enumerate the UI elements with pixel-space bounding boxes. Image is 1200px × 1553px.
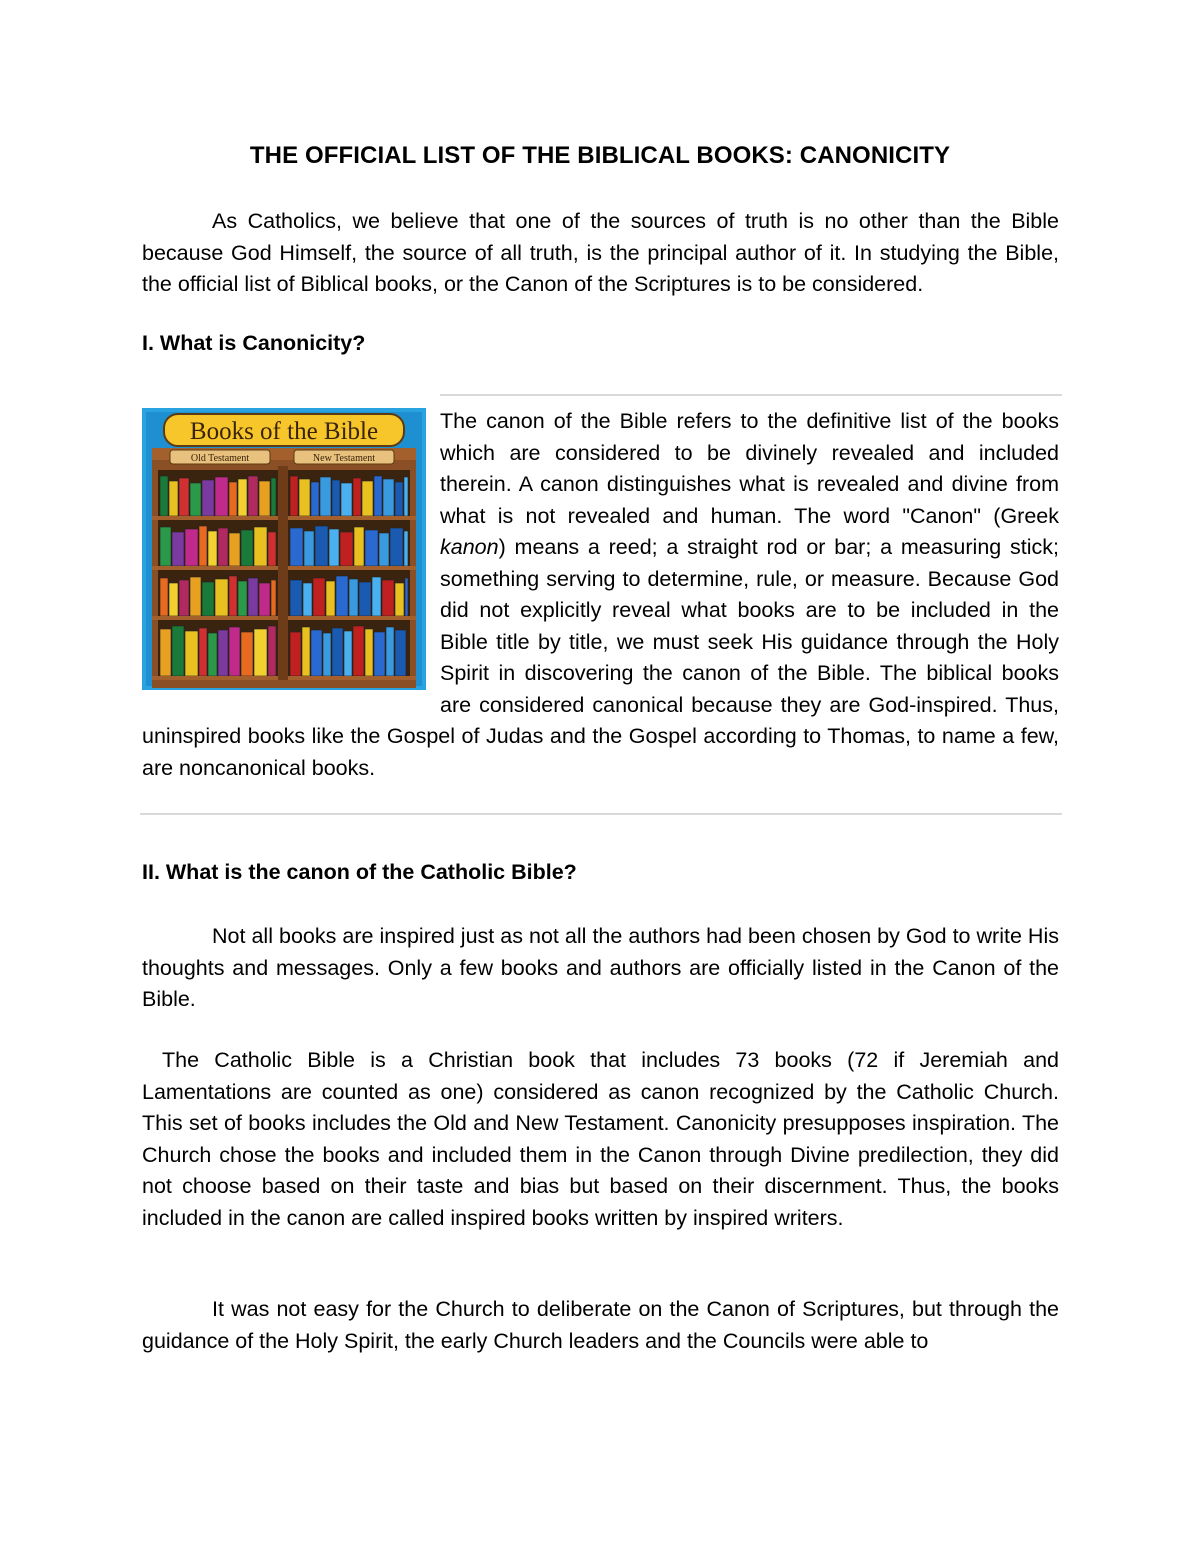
image-banner-text: Books of the Bible	[189, 418, 379, 445]
books-of-the-bible-image	[142, 408, 440, 698]
section-divider-bottom	[140, 813, 1062, 815]
intro-paragraph: As Catholics, we believe that one of the sources of truth is no other than the Bible because God Himself, the source of all truth, is the principal author of it. In studying the Bible, the official list of Biblical books, or the Canon of the Scriptures is to be considered.	[142, 209, 1059, 296]
section-2-paragraph-2: The Catholic Bible is a Christian book that includes 73 books (72 if Jeremiah and Lamentations are counted as one) considered as canon recognized by the Catholic Church. This set of books includes the Old and New Testament. Canonicity presupposes inspiration. The Church chose the books and included them in the Canon through Divine predilection, they did not choose based on their taste and bias but based on their discernment. Thus, the books included in the canon are called inspired books written by inspired writers.	[142, 1048, 1059, 1230]
canon-text-start: The canon of the Bible refers to the definitive list of the books which are considered to be divinely revealed and included therein. A canon distinguishes what is revealed and divine from what is not revealed and human. The word "Canon" (Greek	[440, 409, 1059, 528]
section-2-paragraph-3: It was not easy for the Church to deliberate on the Canon of Scriptures, but through the guidance of the Holy Spirit, the early Church leaders and the Councils were able to	[142, 1297, 1059, 1353]
canon-text-end: ) means a reed; a straight rod or bar; a measuring stick; something serving to determine, rule, or measure. Because God did not explicitly reveal what books are to be included in the Bible title by title, we must seek His guidance through the Holy Spirit in discovering the canon of the Bible. The biblical books are considered canonical because they are God-inspired. Thus, uninspired books like the Gospel of Judas and the Gospel according to Thomas, to name a few, are noncanonical books.	[142, 535, 1059, 780]
section-divider-top	[440, 394, 1062, 396]
section-1-heading: I. What is Canonicity?	[142, 331, 366, 355]
kanon-term: kanon	[440, 535, 499, 559]
document-title: THE OFFICIAL LIST OF THE BIBLICAL BOOKS: CANONICITY	[249, 142, 951, 169]
section-2-heading: II. What is the canon of the Catholic Bible?	[142, 860, 577, 884]
section-2-paragraph-1: Not all books are inspired just as not all the authors had been chosen by God to write His thoughts and messages. Only a few books and authors are officially listed in the Canon of the Bible.	[142, 924, 1059, 1011]
image-old-testament-label: Old Testament	[190, 453, 250, 464]
canon-paragraph	[142, 406, 1059, 784]
image-new-testament-label: New Testament	[312, 453, 376, 464]
